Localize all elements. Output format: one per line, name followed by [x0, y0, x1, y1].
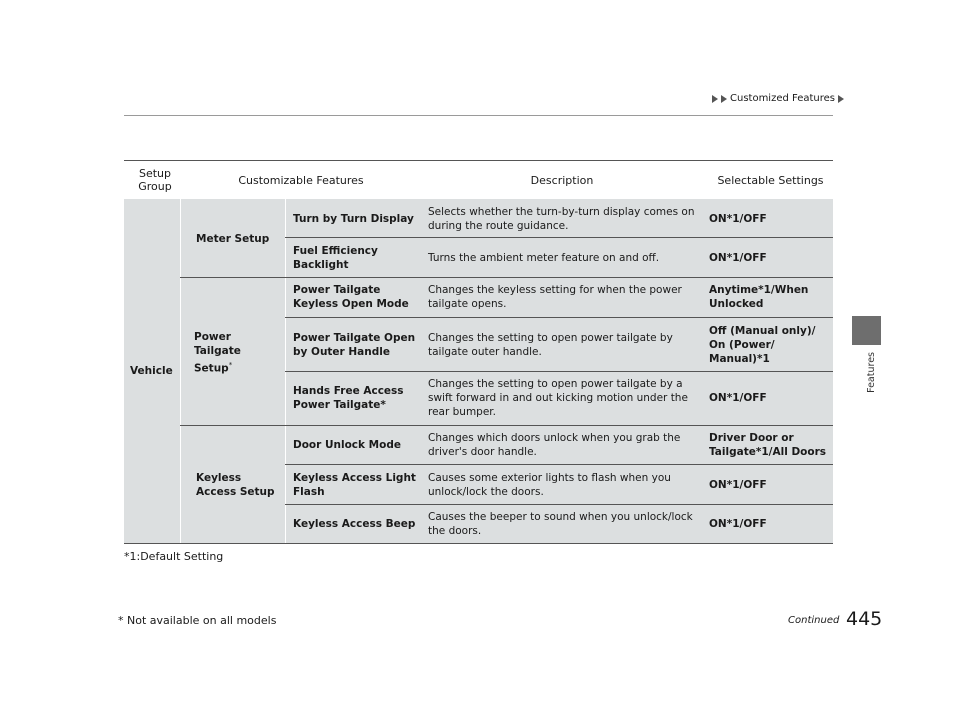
divider: [180, 425, 833, 426]
divider: [285, 371, 833, 372]
section-meter: Meter Setup: [196, 233, 270, 245]
arrow-icon: [721, 95, 727, 103]
setting-light-flash: ON*1/OFF: [709, 479, 767, 491]
desc-beep: Causes the beeper to sound when you unlock/lock the doors.: [428, 511, 693, 537]
feature-turn-by-turn: Turn by Turn Display: [293, 213, 414, 225]
feature-fuel: Fuel Efficiency Backlight: [293, 245, 378, 271]
page-number: 445: [846, 608, 883, 630]
default-setting-note: *1:Default Setting: [124, 550, 224, 563]
setting-outer-handle: Off (Manual only)/ On (Power/ Manual)*1: [709, 325, 816, 365]
section-tailgate: Power Tailgate Setup*: [194, 331, 241, 375]
desc-keyless-open: Changes the keyless setting for when the power tailgate opens.: [428, 284, 682, 310]
divider: [285, 317, 833, 318]
not-available-note: * Not available on all models: [118, 614, 277, 627]
divider: [180, 199, 181, 543]
desc-turn-by-turn: Selects whether the turn-by-turn display comes on during the route guidance.: [428, 206, 695, 232]
setting-turn-by-turn: ON*1/OFF: [709, 213, 767, 225]
setting-door-unlock: Driver Door or Tailgate*1/All Doors: [709, 432, 827, 458]
breadcrumb: [712, 93, 844, 104]
setting-beep: ON*1/OFF: [709, 518, 767, 530]
breadcrumb-label: Customized Features: [730, 93, 836, 104]
desc-fuel: Turns the ambient meter feature on and off.: [428, 252, 660, 264]
feature-outer-handle: Power Tailgate Open by Outer Handle: [293, 332, 416, 358]
desc-door-unlock: Changes which doors unlock when you grab the driver's door handle.: [428, 432, 681, 458]
header-divider: [124, 115, 833, 116]
feature-door-unlock: Door Unlock Mode: [293, 439, 401, 451]
col-settings: Selectable Settings: [717, 174, 824, 187]
desc-light-flash: Causes some exterior lights to flash when you unlock/lock the doors.: [428, 472, 671, 498]
divider: [285, 237, 833, 238]
setting-keyless-open: Anytime*1/When Unlocked: [709, 284, 809, 310]
arrow-icon: [838, 95, 844, 103]
table-header: [124, 160, 833, 200]
divider: [285, 464, 833, 465]
col-setup-group: Setup Group: [138, 167, 172, 193]
desc-outer-handle: Changes the setting to open power tailgate by tailgate outer handle.: [428, 332, 673, 358]
divider: [285, 504, 833, 505]
side-section-label: Features: [866, 352, 877, 393]
group-vehicle: Vehicle: [130, 365, 173, 377]
feature-light-flash: Keyless Access Light Flash: [293, 472, 416, 498]
desc-hands-free: Changes the setting to open power tailgate by a swift forward in and out kicking motion under the rear bumper.: [428, 378, 688, 418]
col-features: Customizable Features: [238, 174, 364, 187]
setting-fuel: ON*1/OFF: [709, 252, 767, 264]
divider: [180, 277, 833, 278]
setting-hands-free: ON*1/OFF: [709, 392, 767, 404]
col-description: Description: [530, 174, 594, 187]
feature-keyless-open: Power Tailgate Keyless Open Mode: [293, 284, 409, 310]
settings-table: [124, 199, 833, 544]
section-keyless: Keyless Access Setup: [196, 472, 275, 498]
feature-beep: Keyless Access Beep: [293, 518, 416, 530]
continued-label: Continued: [788, 615, 840, 626]
feature-hands-free: Hands Free Access Power Tailgate*: [293, 385, 404, 411]
arrow-icon: [712, 95, 718, 103]
section-tab-marker: [852, 316, 881, 345]
